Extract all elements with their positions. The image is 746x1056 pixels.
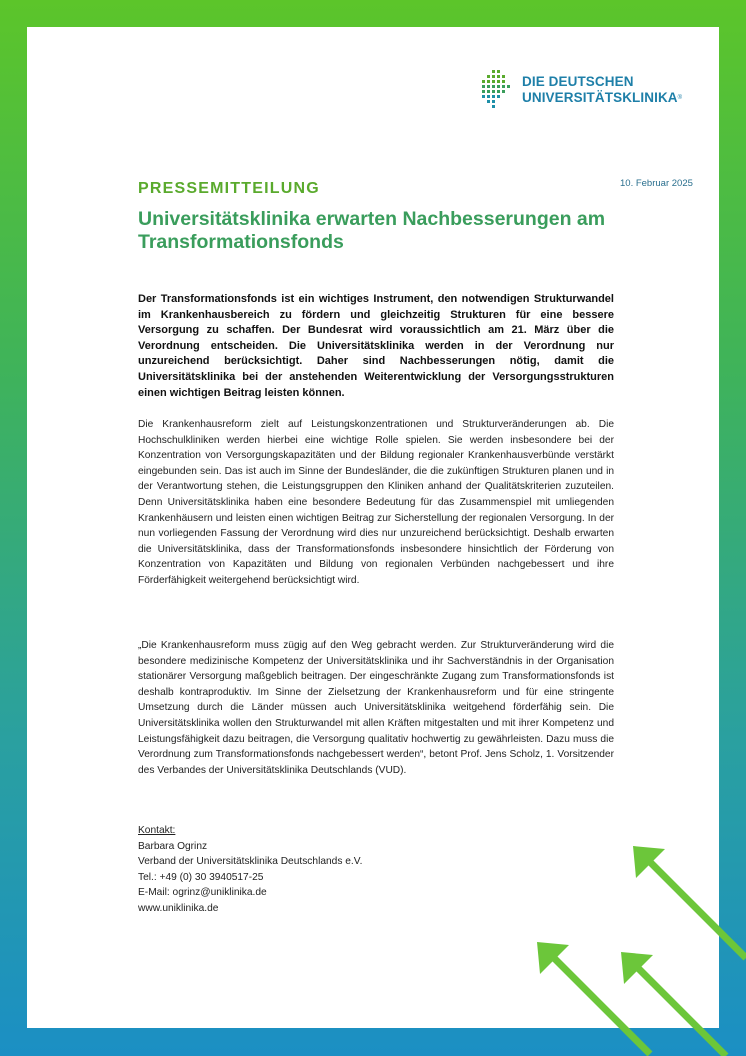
document-page [27, 27, 719, 1028]
registered-mark: ® [677, 95, 683, 101]
contact-organization: Verband der Universitätsklinika Deutschlands e.V. [138, 856, 363, 868]
contact-website[interactable]: www.uniklinika.de [138, 902, 219, 914]
headline: Universitätsklinika erwarten Nachbesserungen am Transformationsfonds [138, 208, 606, 253]
contact-name: Barbara Ogrinz [138, 840, 208, 852]
contact-block [138, 823, 362, 917]
contact-email[interactable]: E-Mail: ogrinz@uniklinika.de [138, 887, 267, 899]
logo [482, 70, 682, 110]
logo-wordmark [522, 74, 682, 106]
logo-line-2: UNIVERSITÄTSKLINIKA® [522, 90, 683, 105]
release-date: 10. Februar 2025 [620, 178, 693, 189]
quote-paragraph: „Die Krankenhausreform muss zügig auf den Weg gebracht werden. Zur Strukturveränderung wird die besondere medizinische Kompetenz der Universitätsklinika und ihr Sachverständnis in der Organisation stationärer Versorgung maßgeblich beitragen. Der eingeschränkte Zugang zum Transformationsfonds ist deshalb kontraproduktiv. Im Sinne der Zielsetzung der Krankenhausreform und für eine stringente Umsetzung durch die Länder müssen auch Universitätsklinika weitgehend förderfähig sein. Die Universitätsklinika wollen den Strukturwandel mit allen Kräften mitgestalten und mit ihrer Kompetenz und Leistungsfähigkeit dazu beitragen, die Versorgung qualitativ hochwertig zu gewährleisten. Dazu muss die Verordnung zum Transformationsfonds nachgebessert werden“, betont Prof. Jens Scholz, 1. Vorsitzender des Verbandes der Universitätsklinika Deutschlands (VUD). [138, 640, 614, 776]
lead-paragraph: Der Transformationsfonds ist ein wichtiges Instrument, den notwendigen Strukturwandel im Krankenhausbereich zu fördern und gleichzeitig Strukturen für eine bessere Versorgung zu schaffen. Der Bundesrat wird voraussichtlich am 21. März über die Verordnung entscheiden. Die Universitätsklinika werden in der Verordnung nur unzureichend berücksichtigt. Daher sind Nachbesserungen nötig, damit die Universitätsklinika bei der anstehenden Weiterentwicklung der Versorgungsstrukturen einen wichtigen Beitrag leisten können. [138, 293, 614, 399]
dot-grid-icon [482, 70, 514, 110]
contact-label: Kontakt: [138, 825, 176, 836]
contact-phone: Tel.: +49 (0) 30 3940517-25 [138, 871, 264, 883]
logo-line-1: DIE DEUTSCHEN [522, 74, 634, 89]
body-paragraph: Die Krankenhausreform zielt auf Leistungskonzentrationen und Strukturveränderungen ab. Die Hochschulkliniken werden hierbei eine wichtige Rolle spielen. Sie werden insbesondere bei der Konzentration von Versorgungskapazitäten und der Bildung regionaler Krankenhausverbünde verstärkt eingebunden sein. Das ist auch im Sinne der Bundesländer, die die zukünftigen Strukturen planen und in der Verantwortung stehen, die Leistungsgruppen den Kliniken anhand der Qualitätskriterien zuzuteilen. Denn Universitätsklinika haben eine besondere Bedeutung für das Zusammenspiel mit umliegenden Krankenhäusern und leisten einen wichtigen Beitrag zur Sicherstellung der regionalen Versorgung. In der nun vorliegenden Fassung der Verordnung wird dies nur unzureichend berücksichtigt. Deshalb erwarten die Universitätsklinika, dass der Transformationsfonds insbesondere hinsichtlich der Förderung von Konzentration von Kapazitäten und Bildung von regionalen Verbünden nachgebessert und ihre Förderfähigkeit weitergehend berücksichtigt wird. [138, 419, 614, 586]
press-release-label: PRESSEMITTEILUNG [138, 180, 320, 197]
